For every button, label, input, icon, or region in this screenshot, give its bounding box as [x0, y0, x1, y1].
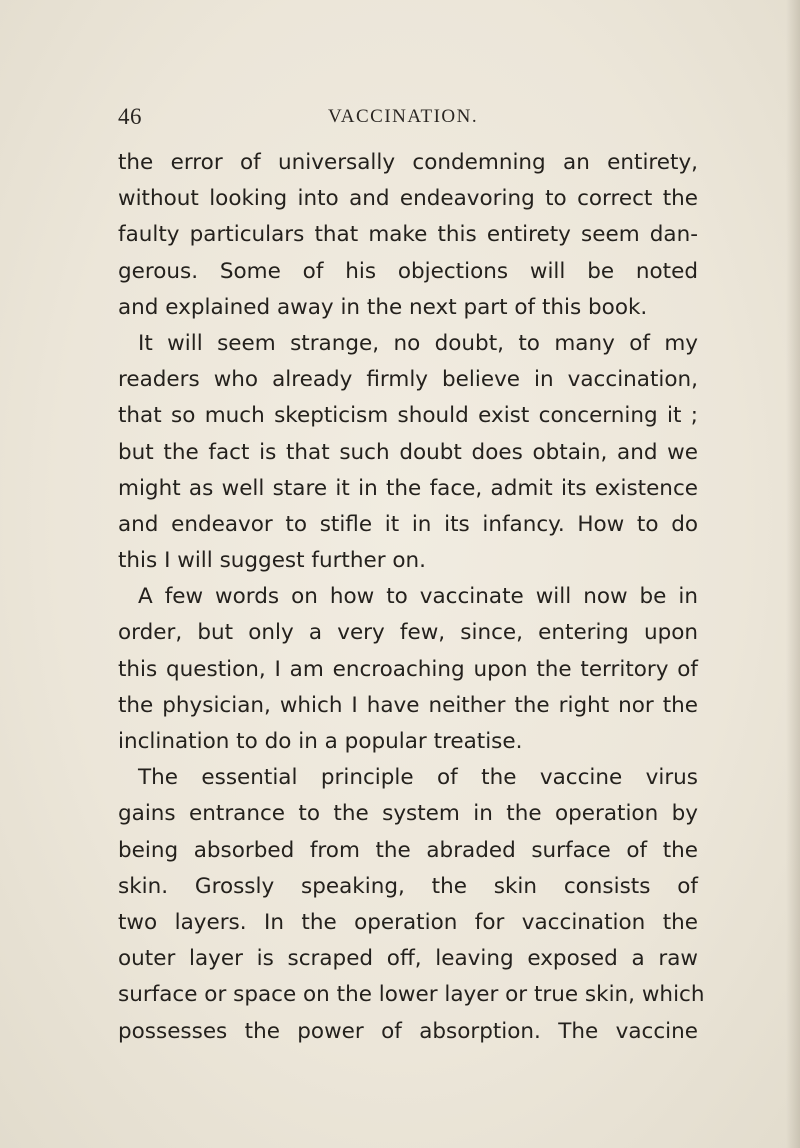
page-edge-shadow: [786, 0, 800, 1148]
text-line: without looking into and endeavoring to correct the: [118, 186, 698, 212]
page-number: 46: [118, 104, 142, 129]
text-line: this question, I am encroaching upon the territory of: [118, 656, 698, 682]
text-line: faulty particulars that make this entirety seem dan-: [118, 222, 698, 248]
body-text: [118, 145, 705, 1050]
text-line: this I will suggest further on.: [118, 548, 427, 574]
text-line: gains entrance to the system in the operation by: [118, 801, 698, 827]
text-line: being absorbed from the abraded surface of the: [118, 837, 698, 863]
text-line: outer layer is scraped off, leaving exposed a raw: [118, 946, 698, 972]
text-line: might as well stare it in the face, admit its existence: [118, 475, 698, 501]
text-line: inclination to do in a popular treatise.: [118, 729, 523, 754]
text-line: readers who already firmly believe in vaccination,: [118, 367, 698, 393]
text-line: the error of universally condemning an entirety,: [118, 150, 698, 175]
text-line: skin. Grossly speaking, the skin consists of: [118, 873, 698, 899]
text-line: the physician, which I have neither the right nor the: [118, 692, 698, 718]
running-title: VACCINATION.: [328, 106, 479, 127]
text-line: order, but only a very few, since, entering upon: [118, 620, 698, 646]
text-line: The essential principle of the vaccine virus: [138, 765, 698, 791]
text-line: A few words on how to vaccinate will now be in: [138, 584, 698, 610]
text-line: It will seem strange, no doubt, to many of my: [138, 330, 698, 356]
text-line: gerous. Some of his objections will be noted: [118, 258, 698, 284]
text-line: but the fact is that such doubt does obtain, and we: [118, 439, 698, 465]
text-line: surface or space on the lower layer or true skin, which: [118, 982, 705, 1008]
text-line: that so much skepticism should exist concerning it ;: [118, 403, 698, 429]
text-line: two layers. In the operation for vaccination the: [118, 909, 698, 935]
text-line: and explained away in the next part of this book.: [118, 294, 648, 320]
text-line: possesses the power of absorption. The vaccine: [118, 1018, 698, 1044]
text-line: and endeavor to stifle it in its infancy. How to do: [118, 511, 698, 537]
page-header: [118, 104, 696, 134]
